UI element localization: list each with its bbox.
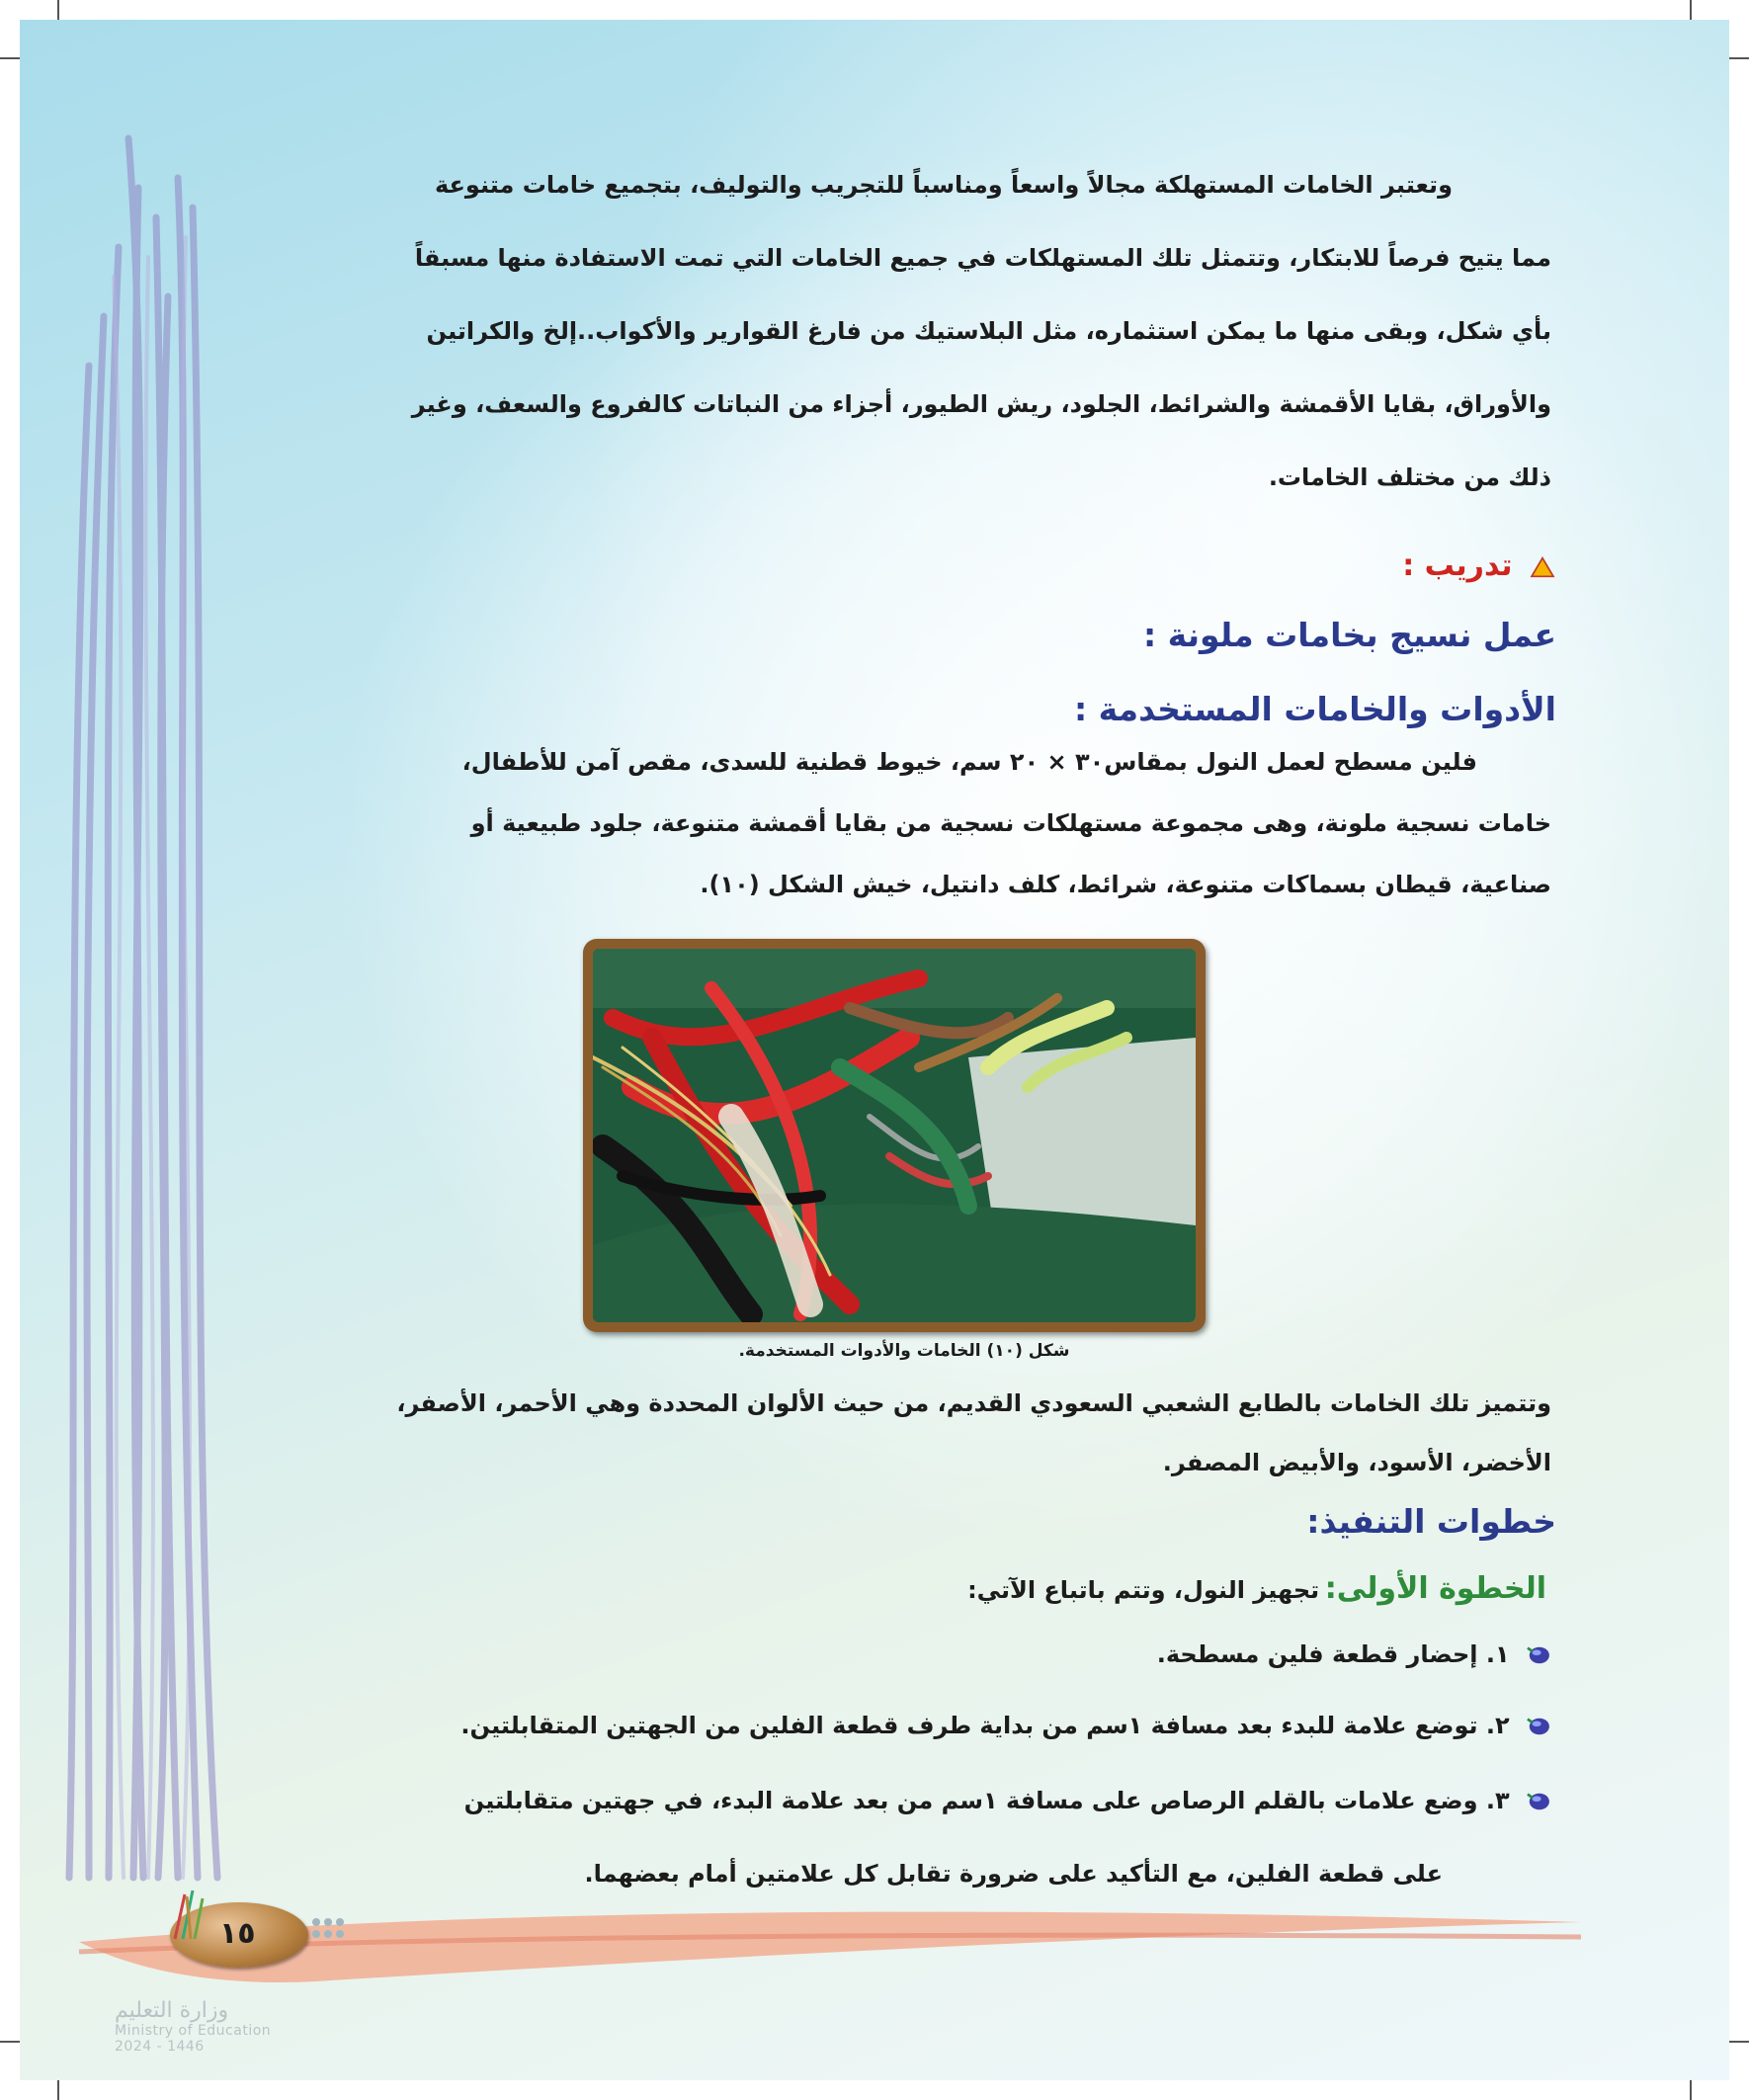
- page: [20, 20, 1729, 2080]
- crop-mark: [1690, 0, 1692, 20]
- crop-mark: [1729, 57, 1749, 59]
- page-number-badge: [170, 1902, 308, 1968]
- ministry-year: 2024 - 1446: [115, 2039, 205, 2055]
- tools-paragraph: [227, 731, 1551, 915]
- crop-mark: [1690, 2080, 1692, 2100]
- intro-line-4: والأوراق، بقايا الأقمشة والشرائط، الجلود، ريش الطيور، أجزاء من النباتات كالفروع والسعف، وغير: [411, 390, 1551, 418]
- crop-mark: [1729, 2041, 1749, 2043]
- bullet-gem-icon: [1524, 1716, 1551, 1737]
- list-continuation: على قطعة الفلين، مع التأكيد على ضرورة تقابل كل علامتين أمام بعضهما.: [584, 1860, 1443, 1888]
- ministry-name-en: Ministry of Education: [115, 2023, 272, 2039]
- crop-mark: [57, 2080, 59, 2100]
- crop-mark: [57, 0, 59, 20]
- intro-line-1: وتعتبر الخامات المستهلكة مجالاً واسعاً ومناسباً للتجريب والتوليف، بتجميع خامات متنوعة: [434, 171, 1453, 199]
- step-1: [558, 1571, 1546, 1606]
- intro-line-2: مما يتيح فرصاً للابتكار، وتتمثل تلك المستهلكات في جميع الخامات التي تمت الاستفادة منها مسبقاً: [414, 244, 1551, 272]
- warning-triangle-icon: [1529, 556, 1556, 578]
- intro-line-5: ذلك من مختلف الخامات.: [1268, 463, 1551, 491]
- crop-mark: [0, 2041, 20, 2043]
- page-number: ١٥: [219, 1916, 256, 1951]
- brush-jar-icon: [165, 1885, 214, 1944]
- colors-paragraph: [217, 1374, 1551, 1492]
- list-item: ٢. توضع علامة للبدء بعد مسافة ١سم من بداية طرف قطعة الفلين من الجهتين المتقابلتين.: [267, 1712, 1551, 1739]
- colors-line-1: وتتميز تلك الخامات بالطابع الشعبي السعودي القديم، من حيث الألوان المحددة وهي الأحمر، الأصفر،: [396, 1389, 1551, 1417]
- tools-heading: الأدوات والخامات المستخدمة :: [1073, 690, 1556, 728]
- step-1-text: تجهيز النول، وتتم باتباع الآتي:: [967, 1576, 1320, 1604]
- materials-photo: [593, 949, 1196, 1322]
- step-1-label: الخطوة الأولى:: [1324, 1571, 1546, 1606]
- list-item: ٣. وضع علامات بالقلم الرصاص على مسافة ١سم من بعد علامة البدء، في جهتين متقابلتين: [198, 1787, 1551, 1814]
- steps-heading: خطوات التنفيذ:: [1306, 1502, 1556, 1541]
- tools-line-3: صناعية، قيطان بسماكات متنوعة، شرائط، كلف دانتيل، خيش الشكل (١٠).: [700, 871, 1551, 898]
- list-item: ١. إحضار قطعة فلين مسطحة.: [366, 1640, 1551, 1668]
- ministry-name-ar: وزارة التعليم: [115, 1998, 229, 2023]
- bullet-gem-icon: [1524, 1644, 1551, 1666]
- colors-line-2: الأخضر، الأسود، والأبيض المصفر.: [1162, 1449, 1551, 1476]
- crop-mark: [0, 57, 20, 59]
- intro-line-3: بأي شكل، وبقى منها ما يمكن استثماره، مثل البلاستيك من فارغ القوارير والأكواب..إلخ والكراتين: [426, 317, 1551, 345]
- figure-photo-frame: [583, 939, 1206, 1332]
- tools-line-1: فلين مسطح لعمل النول بمقاس٣٠ × ٢٠ سم، خيوط قطنية للسدى، مقص آمن للأطفال،: [461, 748, 1477, 776]
- task-heading: عمل نسيج بخامات ملونة :: [1142, 616, 1556, 654]
- tools-line-2: خامات نسجية ملونة، وهى مجموعة مستهلكات نسجية من بقايا أقمشة متنوعة، جلود طبيعية أو: [470, 809, 1551, 837]
- training-heading: تدريب :: [1161, 548, 1556, 583]
- ministry-watermark: [115, 1998, 271, 2055]
- figure-caption: شكل (١٠) الخامات والأدوات المستخدمة.: [738, 1341, 1070, 1361]
- bullet-gem-icon: [1524, 1791, 1551, 1812]
- intro-paragraph: [252, 148, 1551, 514]
